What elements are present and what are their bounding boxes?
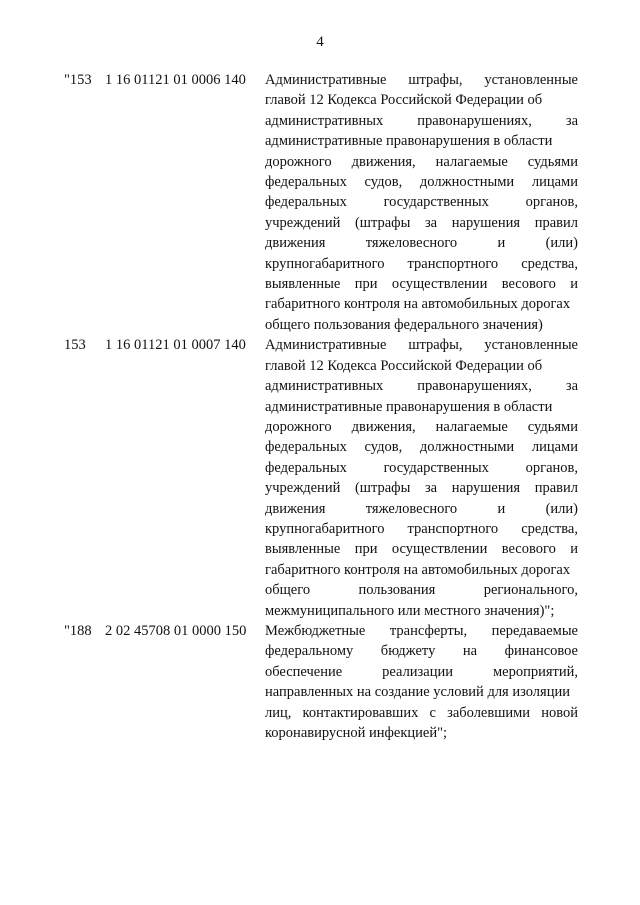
list-item — [0, 335, 640, 621]
admin-code: "153 — [64, 72, 92, 88]
description-line: главой 12 Кодекса Российской Федерации об — [265, 92, 543, 109]
entry-description — [265, 335, 578, 621]
description-line: общего пользования регионального, — [265, 582, 578, 599]
description-line: федеральному бюджету на финансовое — [265, 643, 578, 660]
entry-description — [265, 70, 578, 335]
description-line: учреждений (штрафы за нарушения правил — [265, 214, 578, 231]
page-number: 4 — [316, 34, 324, 50]
description-line: административные правонарушения в области — [265, 398, 553, 415]
description-line: главой 12 Кодекса Российской Федерации об — [265, 357, 543, 374]
description-line: межмуниципального или местного значения)"; — [265, 602, 555, 619]
description-line: Межбюджетные трансферты, передаваемые — [265, 622, 578, 639]
description-line: крупногабаритного транспортного средства, — [265, 255, 578, 272]
list-item — [0, 70, 640, 335]
description-line: дорожного движения, налагаемые судьями — [265, 418, 578, 435]
budget-code-entries — [0, 70, 640, 743]
description-line: выявленные при осуществлении весового и — [265, 276, 578, 293]
description-line: дорожного движения, налагаемые судьями — [265, 153, 578, 170]
kbk-code: 1 16 01121 01 0007 140 — [105, 337, 246, 354]
description-line: федеральных государственных органов, — [265, 194, 578, 211]
description-line: лиц, контактировавших с заболевшими новой — [265, 704, 578, 721]
description-line: габаритного контроля на автомобильных дорогах — [265, 296, 571, 313]
description-line: Административные штрафы, установленные — [265, 337, 578, 354]
description-line: крупногабаритного транспортного средства, — [265, 520, 578, 537]
entry-description — [265, 621, 578, 743]
admin-code: 153 — [64, 337, 86, 354]
description-line: движения тяжеловесного и (или) — [265, 235, 578, 252]
description-line: федеральных судов, должностными лицами — [265, 439, 578, 456]
description-line: коронавирусной инфекцией"; — [265, 725, 448, 741]
description-line: общего пользования федерального значения) — [265, 316, 543, 333]
description-line: габаритного контроля на автомобильных дорогах — [265, 561, 571, 578]
description-line: административных правонарушениях, за — [265, 378, 578, 395]
description-line: направленных на создание условий для изоляции — [265, 684, 570, 701]
admin-code: "188 — [64, 622, 92, 639]
description-line: административные правонарушения в области — [265, 133, 553, 150]
kbk-code: 1 16 01121 01 0006 140 — [105, 72, 246, 88]
description-line: обеспечение реализации мероприятий, — [265, 663, 578, 680]
description-line: выявленные при осуществлении весового и — [265, 541, 578, 558]
description-line: движения тяжеловесного и (или) — [265, 500, 578, 517]
description-line: административных правонарушениях, за — [265, 112, 578, 129]
description-line: Административные штрафы, установленные — [265, 72, 578, 88]
kbk-code: 2 02 45708 01 0000 150 — [105, 622, 247, 639]
description-line: учреждений (штрафы за нарушения правил — [265, 480, 578, 497]
description-line: федеральных государственных органов, — [265, 459, 578, 476]
description-line: федеральных судов, должностными лицами — [265, 174, 578, 191]
list-item — [0, 621, 640, 743]
